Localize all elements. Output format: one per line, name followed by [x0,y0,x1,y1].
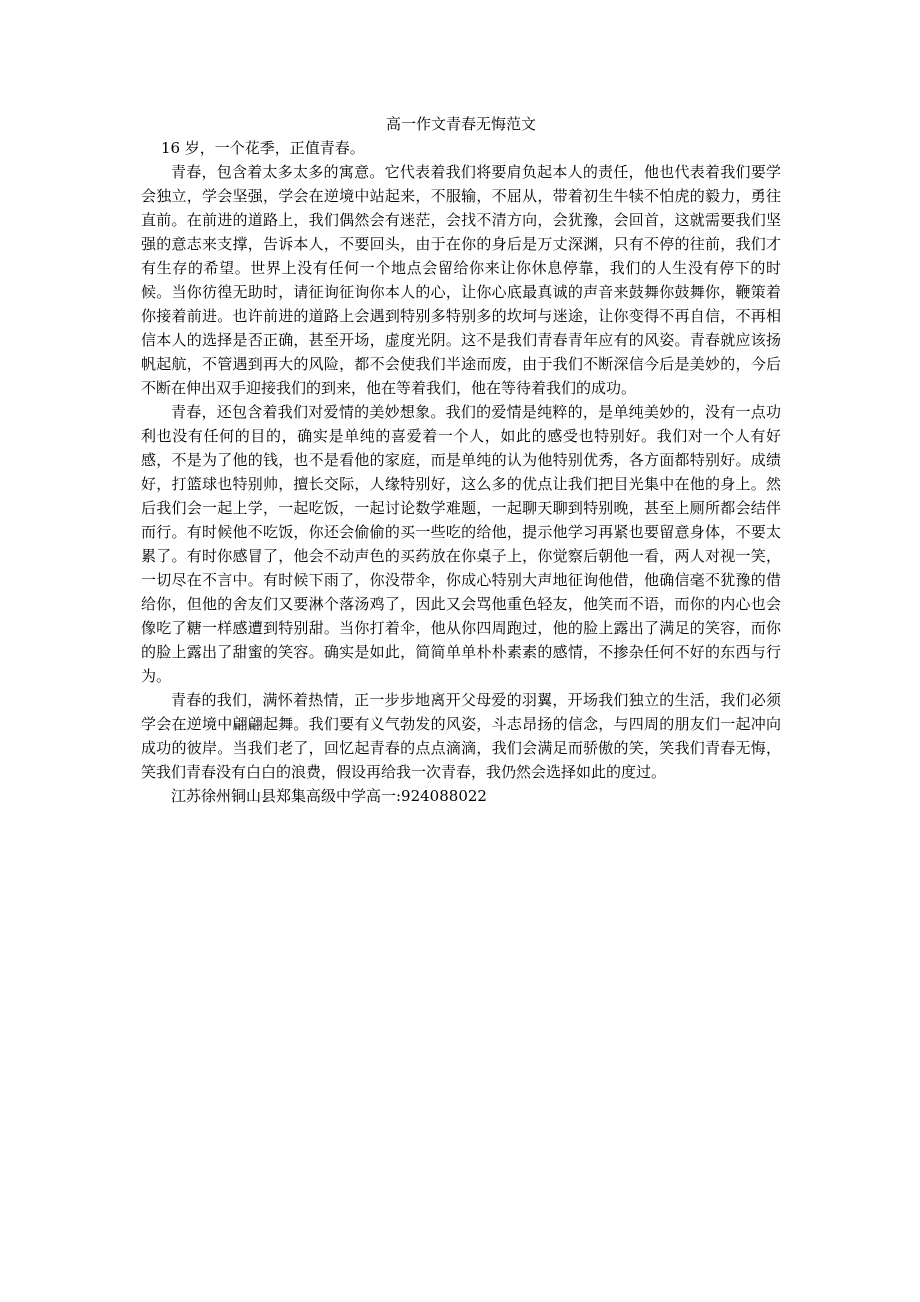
document-body [141,112,781,808]
paragraph-intro: 16 岁，一个花季，正值青春。 [160,139,365,157]
paragraph-1: 青春，包含着太多太多的寓意。它代表着我们将要肩负起本人的责任，他也代表着我们要学会独立，学会坚强，学会在逆境中站起来，不服输，不屈从，带着初生牛犊不怕虎的毅力，勇往直前。在前进的道路上，我们偶然会有迷茫，会找不清方向，会犹豫，会回首，这就需要我们坚强的意志来支撑，告诉本人，不要回头，由于在你的身后是万丈深渊，只有不停的往前，我们才有生存的希望。世界上没有任何一个地点会留给你来让你休息停靠，我们的人生没有停下的时候。当你彷徨无助时，请征询征询你本人的心，让你心底最真诚的声音来鼓舞你鼓舞你，鞭策着你接着前进。也许前进的道路上会遇到特别多特别多的坎坷与迷途，让你变得不再自信，不再相信本人的选择是否正确，甚至开场，虚度光阴。这不是我们青春青年应有的风姿。青春就应该扬帆起航，不管遇到再大的风险，都不会使我们半途而废，由于我们不断深信今后是美妙的，今后不断在伸出双手迎接我们的到来，他在等着我们，他在等待着我们的成功。 [141,163,781,397]
document-title: 高一作文青春无悔范文 [385,115,536,133]
paragraph-2: 青春，还包含着我们对爱情的美妙想象。我们的爱情是纯粹的，是单纯美妙的，没有一点功利也没有任何的目的，确实是单纯的喜爱着一个人，如此的感受也特别好。我们对一个人有好感，不是为了他的钱，也不是看他的家庭，而是单纯的认为他特别优秀，各方面都特别好。成绩好，打篮球也特别帅，擅长交际，人缘特别好，这么多的优点让我们把目光集中在他的身上。然后我们会一起上学，一起吃饭，一起讨论数学难题，一起聊天聊到特别晚，甚至上厕所都会结伴而行。有时候他不吃饭，你还会偷偷的买一些吃的给他，提示他学习再紧也要留意身体，不要太累了。有时你感冒了，他会不动声色的买药放在你桌子上，你觉察后朝他一看，两人对视一笑，一切尽在不言中。有时候下雨了，你没带伞，你成心特别大声地征询他借，他确信毫不犹豫的借给你，但他的舍友们又要淋个落汤鸡了，因此又会骂他重色轻友，他笑而不语，而你的内心也会像吃了糖一样感遭到特别甜。当你打着伞，他从你四周跑过，他的脸上露出了满足的笑容，而你的脸上露出了甜蜜的笑容。确实是如此，简简单单朴朴素素的感情，不掺杂任何不好的东西与行为。 [141,403,781,685]
author-line: 江苏徐州铜山县郑集高级中学高一:924088022 [171,787,487,805]
paragraph-3: 青春的我们，满怀着热情，正一步步地离开父母爱的羽翼，开场我们独立的生活，我们必须学会在逆境中翩翩起舞。我们要有义气勃发的风姿，斗志昂扬的信念，与四周的朋友们一起冲向成功的彼岸。当我们老了，回忆起青春的点点滴滴，我们会满足而骄傲的笑，笑我们青春无悔，笑我们青春没有白白的浪费，假设再给我一次青春，我仍然会选择如此的度过。 [141,691,781,781]
